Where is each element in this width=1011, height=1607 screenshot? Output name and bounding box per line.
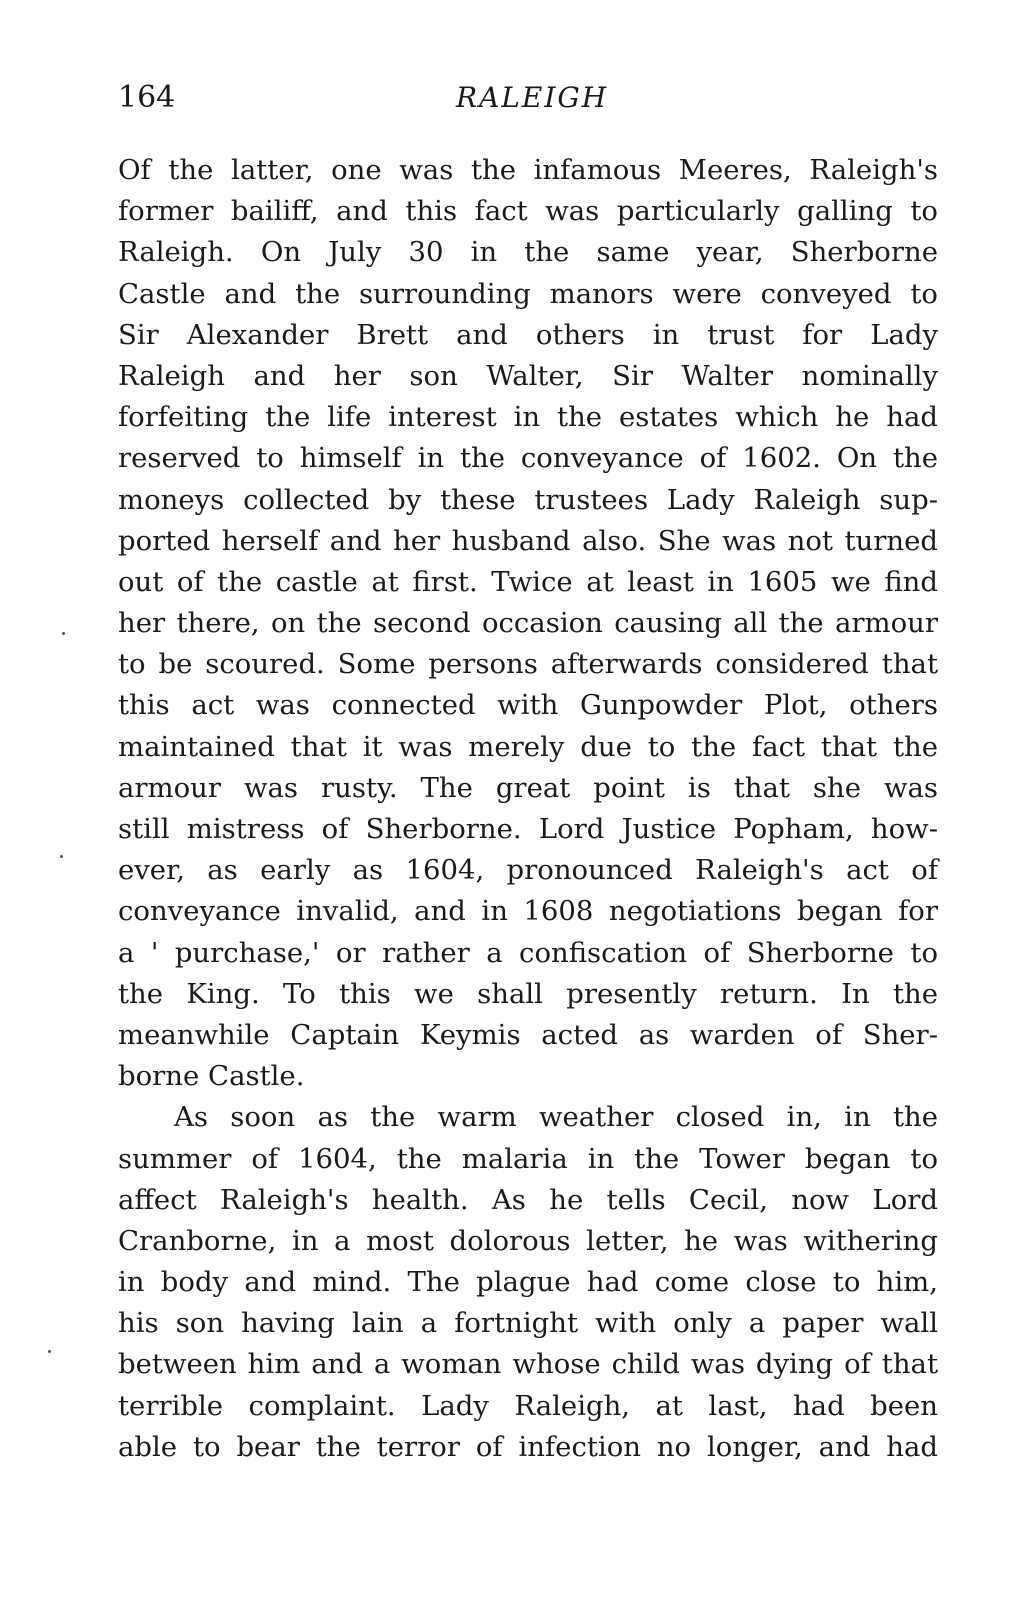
text-line: meanwhile Captain Keymis acted as warden of Sher-: [118, 1018, 938, 1051]
text-line: this act was connected with Gunpowder Plot, others: [118, 689, 938, 722]
page-number: 164: [118, 80, 176, 115]
text-line: conveyance invalid, and in 1608 negotiations began for: [118, 895, 938, 928]
page-header: [118, 78, 938, 118]
text-line: former bailiff, and this fact was particularly galling to: [118, 195, 938, 228]
text-line: Of the latter, one was the infamous Meeres, Raleigh's: [118, 154, 938, 186]
text-line: in body and mind. The plague had come close to him,: [118, 1266, 938, 1299]
text-line: Sir Alexander Brett and others in trust for Lady: [118, 318, 938, 351]
text-line: ported herself and her husband also. She was not turned: [118, 524, 938, 557]
body-text: [118, 150, 938, 1468]
text-line: Castle and the surrounding manors were conveyed to: [118, 277, 938, 310]
text-line: still mistress of Sherborne. Lord Justice Popham, how-: [118, 813, 938, 845]
text-line: borne Castle.: [118, 1060, 305, 1093]
text-line: affect Raleigh's health. As he tells Cecil, now Lord: [118, 1183, 938, 1216]
text-line: between him and a woman whose child was dying of that: [118, 1348, 938, 1381]
text-line: Raleigh. On July 30 in the same year, Sherborne: [118, 236, 938, 269]
text-line: armour was rusty. The great point is that she was: [118, 771, 938, 804]
text-line: out of the castle at first. Twice at least in 1605 we find: [118, 565, 938, 598]
text-line: able to bear the terror of infection no longer, and had: [118, 1430, 938, 1463]
text-line: Cranborne, in a most dolorous letter, he was withering: [118, 1224, 938, 1257]
text-line: a ' purchase,' or rather a confiscation of Sherborne to: [118, 936, 938, 969]
scan-speck: [62, 632, 65, 635]
text-line: to be scoured. Some persons afterwards considered that: [118, 648, 938, 681]
text-line: forfeiting the life interest in the estates which he had: [118, 401, 938, 434]
text-line: Raleigh and her son Walter, Sir Walter nominally: [118, 359, 938, 392]
text-line: ever, as early as 1604, pronounced Raleigh's act of: [118, 854, 938, 887]
text-line: terrible complaint. Lady Raleigh, at last, had been: [118, 1389, 938, 1422]
text-line: maintained that it was merely due to the fact that the: [118, 730, 938, 763]
text-line: his son having lain a fortnight with only a paper wall: [118, 1307, 938, 1340]
running-title: RALEIGH: [456, 81, 609, 114]
text-line: summer of 1604, the malaria in the Tower began to: [118, 1142, 938, 1175]
text-line: moneys collected by these trustees Lady Raleigh sup-: [118, 483, 938, 516]
scan-speck: [60, 855, 63, 858]
text-line: reserved to himself in the conveyance of 1602. On the: [118, 442, 938, 475]
text-line: her there, on the second occasion causing all the armour: [118, 607, 938, 640]
text-line: the King. To this we shall presently return. In the: [118, 977, 938, 1010]
scan-speck: [48, 1350, 51, 1353]
text-line: As soon as the warm weather closed in, in the: [174, 1101, 938, 1134]
